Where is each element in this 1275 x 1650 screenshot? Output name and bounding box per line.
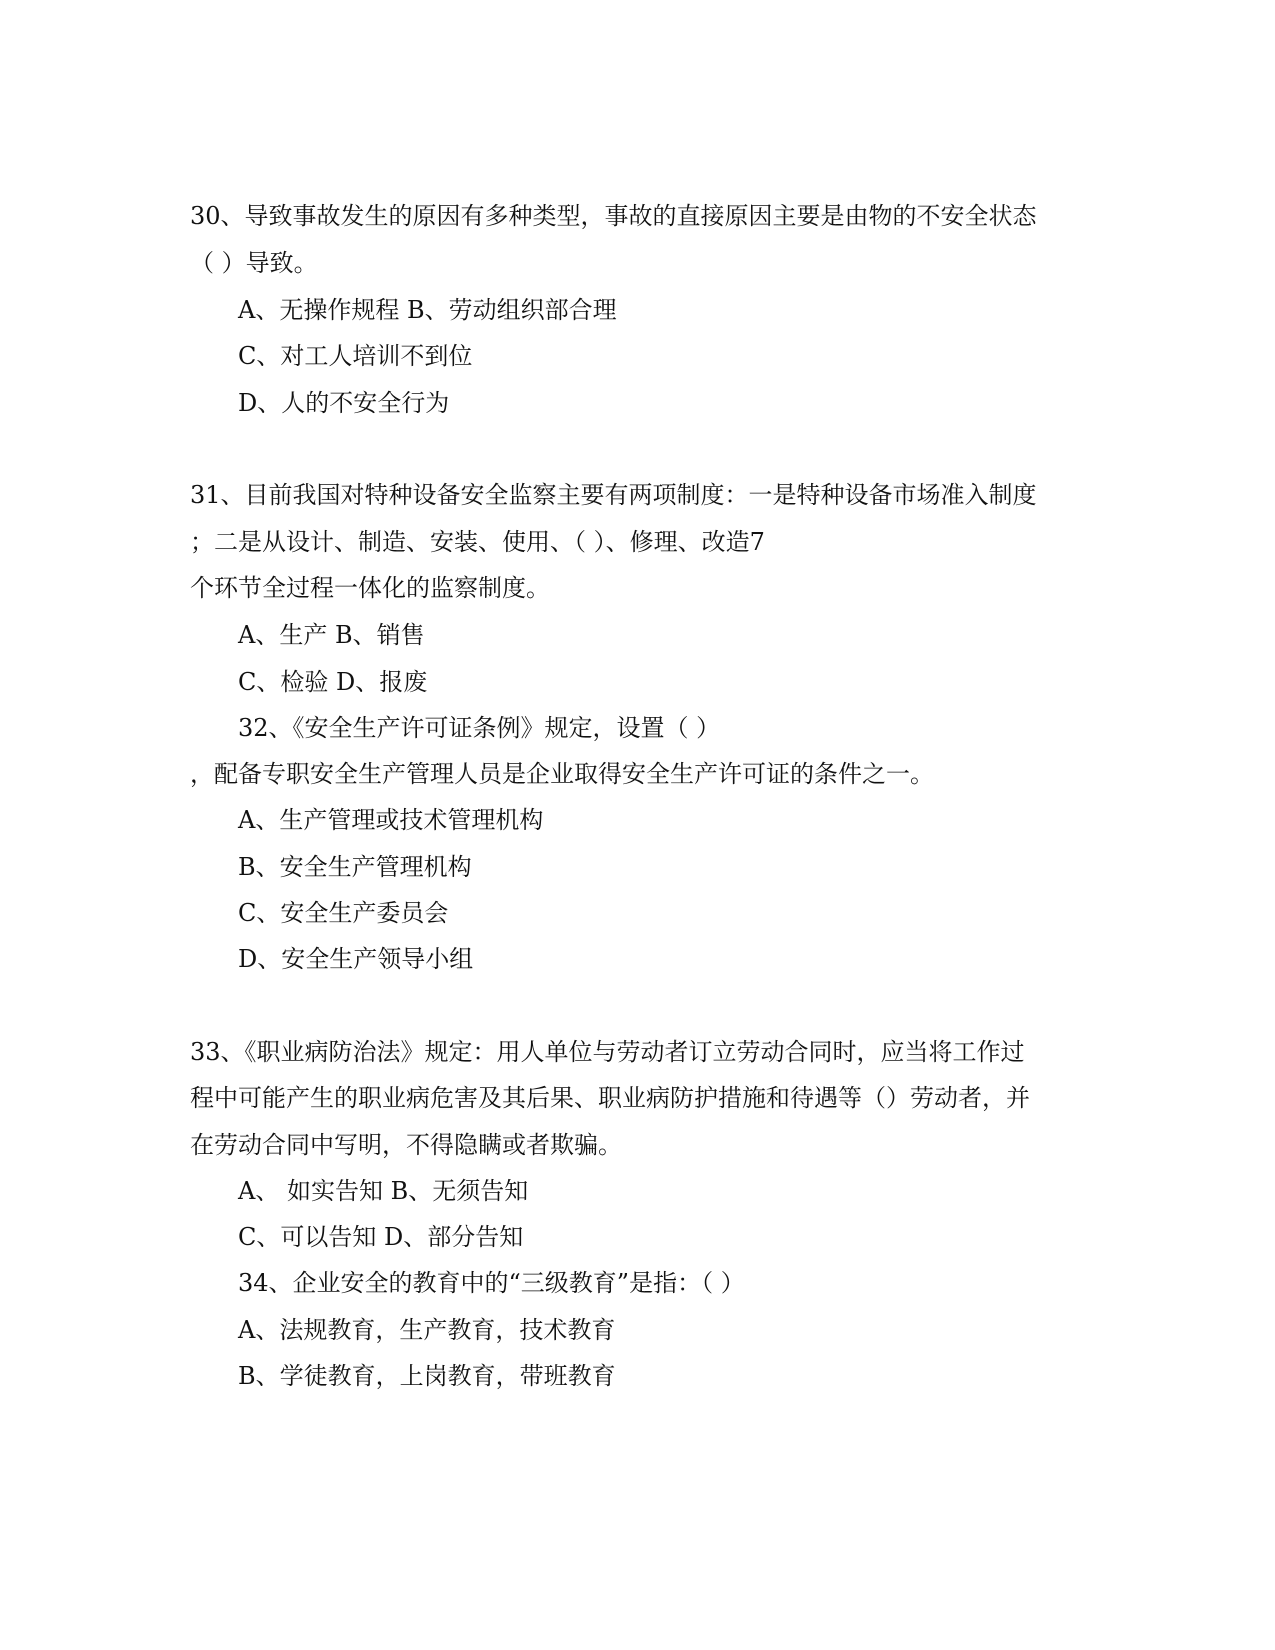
q33-stem-line2: 程中可能产生的职业病危害及其后果、职业病防护措施和待遇等（）劳动者，并 [190,1084,1030,1112]
q33-stem-line3: 在劳动合同中写明，不得隐瞒或者欺骗。 [190,1131,622,1159]
q30-stem-line2: （ ）导致。 [190,249,318,277]
q33-stem-line1: 33、《职业病防治法》规定：用人单位与劳动者订立劳动合同时，应当将工作过 [190,1038,1025,1066]
q33-option-cd: C、可以告知 D、部分告知 [238,1223,524,1251]
q30-option-d: D、人的不安全行为 [238,389,450,417]
q31-stem-line1: 31、目前我国对特种设备安全监察主要有两项制度：一是特种设备市场准入制度 [190,481,1037,509]
q30-option-c: C、对工人培训不到位 [238,342,473,370]
q32-option-d: D、安全生产领导小组 [238,945,474,973]
q30-stem-line1: 30、导致事故发生的原因有多种类型，事故的直接原因主要是由物的不安全状态 [190,202,1037,230]
q31-option-ab: A、生产 B、销售 [238,621,425,649]
q31-stem-line2: ；二是从设计、制造、安装、使用、（ ）、修理、改造7 [190,528,765,556]
q32-stem-line1: 32、《安全生产许可证条例》规定，设置（ ） [238,714,721,742]
q34-option-b: B、学徒教育，上岗教育，带班教育 [238,1362,616,1390]
q31-stem-line3: 个环节全过程一体化的监察制度。 [190,574,550,602]
q32-stem-line2: ，配备专职安全生产管理人员是企业取得安全生产许可证的条件之一。 [190,760,934,788]
q33-option-ab: A、 如实告知 B、无须告知 [238,1177,529,1205]
q34-stem: 34、企业安全的教育中的“三级教育”是指：（ ） [238,1269,745,1297]
q34-option-a: A、法规教育，生产教育，技术教育 [238,1316,616,1344]
q32-option-c: C、安全生产委员会 [238,899,449,927]
q31-option-cd: C、检验 D、报废 [238,668,428,696]
q32-option-a: A、生产管理或技术管理机构 [238,806,544,834]
q30-option-ab: A、无操作规程 B、劳动组织部合理 [238,296,617,324]
q32-option-b: B、安全生产管理机构 [238,853,472,881]
